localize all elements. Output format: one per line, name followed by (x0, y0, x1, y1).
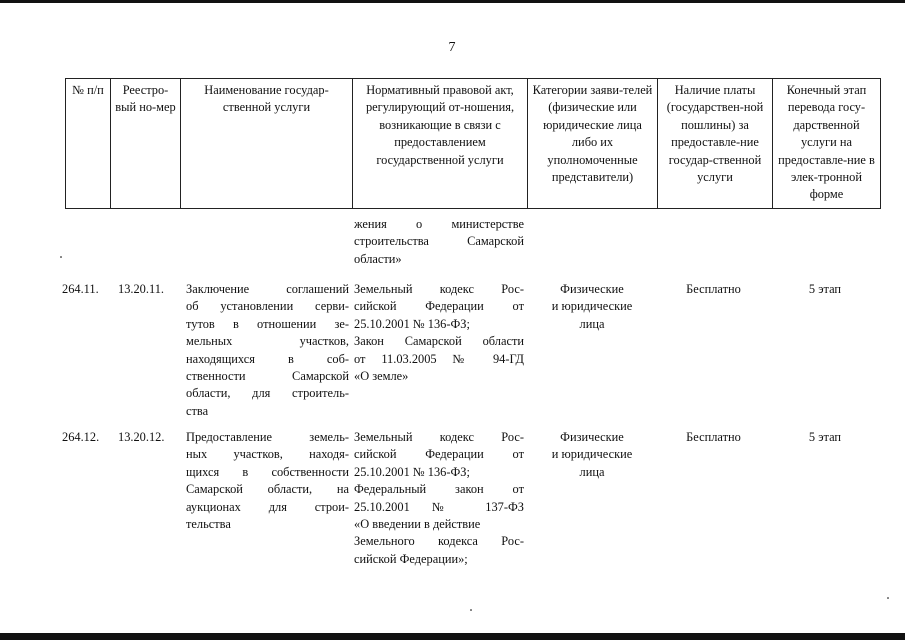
row-number: 264.11. (62, 282, 99, 296)
row-fee: Бесплатно (686, 282, 741, 296)
column-header-applicants: Категории заяви-телей (физические или юридические лица либо их уполномоченные представители) (528, 79, 658, 209)
row-fee: Бесплатно (686, 430, 741, 444)
row-legal-act: Земельный кодекс Рос- сийской Федерации от 25.10.2001 № 136-ФЗ; Закон Самарской области от 11.03.2005 № 94-ГД «О земле» (354, 282, 524, 384)
column-header-final-stage: Конечный этап перевода госу-дарственной услуги на предоставле-ние в элек-тронной форме (773, 79, 881, 209)
column-header-registry: Реестро-вый но-мер (111, 79, 181, 209)
column-header-service-name: Наименование государ-ственной услуги (181, 79, 353, 209)
row-number: 264.12. (62, 430, 100, 444)
row-legal-act: Земельный кодекс Рос- сийской Федерации от 25.10.2001 № 136-ФЗ; Федеральный закон от 25.10.2001 № 137-ФЗ «О введении в действие Земельного кодекса Рос- сийской Федерации»; (354, 430, 524, 566)
row-final-stage: 5 этап (808, 430, 842, 444)
table-header (65, 78, 881, 209)
row-applicants: Физические и юридические лица (551, 282, 633, 331)
scan-speck (60, 256, 62, 258)
row-final-stage: 5 этап (808, 282, 842, 296)
row-applicants: Физические и юридические лица (551, 430, 633, 479)
column-header-legal-act: Нормативный правовой акт, регулирующий от-ношения, возникающие в связи с предоставлением государственной услуги (353, 79, 528, 209)
row-registry-number: 13.20.12. (118, 430, 165, 444)
column-header-number: № п/п (66, 79, 111, 209)
column-header-fee: Наличие платы (государствен-ной пошлины) за предоставле-ние государ-ственной услуги (658, 79, 773, 209)
page-number: 7 (448, 40, 456, 55)
scan-speck (887, 597, 889, 599)
scan-edge-bottom (0, 633, 905, 640)
scan-edge-top (0, 0, 905, 3)
row-service-name: Заключение соглашений об установлении серви- тутов в отношении зе- мельных участков, находящихся в соб- ственности Самарской области, для строитель- ства (186, 282, 349, 418)
row-service-name: Предоставление земель- ных участков, находя- щихся в собственности Самарской области, на аукционах для строи- тельства (186, 430, 349, 532)
legal-act-continuation: жения о министерстве строительства Самарской области» (354, 217, 524, 266)
scan-speck (470, 609, 472, 611)
row-registry-number: 13.20.11. (118, 282, 165, 296)
